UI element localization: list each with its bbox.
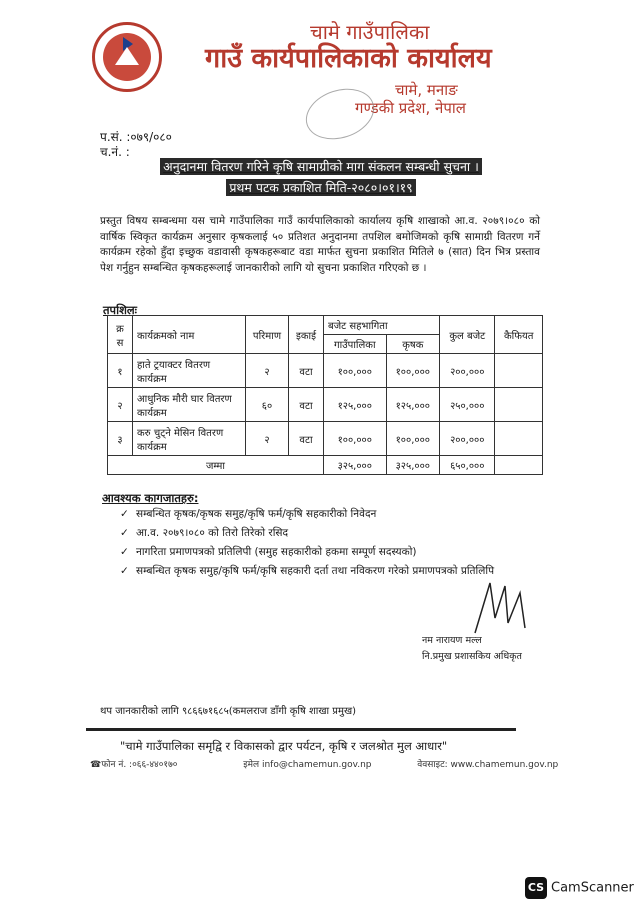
requirement-text: सम्बन्धित कृषक समुह/कृषि फर्म/कृषि सहकारी दर्ता तथा नविकरण गरेको प्रमाणपत्रको प्रतिलिपि	[136, 565, 495, 577]
row-total: २००,०००	[440, 354, 495, 388]
row-sn: १	[108, 354, 133, 388]
signatory-designation: नि.प्रमुख प्रशासकिय अधिकृत	[422, 651, 522, 662]
address-line: चामे, मनाङ	[395, 81, 458, 99]
camscanner-label: CamScanner	[551, 880, 634, 896]
total-farmer: ३२५,०००	[386, 456, 440, 475]
total-municipality: ३२५,०००	[324, 456, 387, 475]
row-total: २००,०००	[440, 422, 495, 456]
row-municipality: १२५,०००	[324, 388, 387, 422]
check-icon: ✓	[120, 527, 129, 539]
required-docs-title: आवश्यक कागजातहरु:	[102, 491, 199, 505]
municipality-emblem	[92, 22, 162, 92]
row-qty: २	[246, 354, 289, 388]
header-municipality: गाउँपालिका	[324, 335, 387, 354]
table-total-row	[108, 456, 543, 475]
check-icon: ✓	[120, 508, 129, 520]
requirement-text: नागरिता प्रमाणपत्रको प्रतिलिपी (समुह सहकारीको हकमा सम्पूर्ण सदस्यको)	[136, 546, 417, 558]
slogan: "चामे गाउँपालिका समृद्वि र विकासको द्वार पर्यटन, कृषि र जलश्रोत मुल आधार"	[120, 739, 448, 753]
row-remarks	[495, 422, 543, 456]
office-stamp	[299, 80, 380, 147]
table-row	[108, 388, 543, 422]
signature	[470, 578, 530, 638]
footer-phone: ☎फोन नं. :०६६-४४०१७०	[90, 760, 178, 770]
footer	[90, 757, 558, 770]
contact-info: थप जानकारीको लागि ९८६६७१६८५(कमलराज डाँगी कृषि शाखा प्रमुख)	[100, 706, 357, 717]
row-program: करु चुट्ने मेसिन वितरण कार्यक्रम	[133, 422, 246, 456]
list-item	[120, 545, 417, 559]
camscanner-icon: CS	[525, 877, 547, 899]
requirement-text: सम्बन्धित कृषक/कृषक समुह/कृषि फर्म/कृषि सहकारीको निवेदन	[136, 508, 377, 520]
row-total: २५०,०००	[440, 388, 495, 422]
list-item	[120, 507, 376, 521]
row-qty: २	[246, 422, 289, 456]
total-label: जम्मा	[108, 456, 324, 475]
row-remarks	[495, 354, 543, 388]
header-program: कार्यक्रमको नाम	[133, 316, 246, 354]
requirement-text: आ.व. २०७९।०८० को तिरो तिरेको रसिद	[136, 527, 289, 539]
list-item	[120, 564, 494, 578]
table-row	[108, 422, 543, 456]
row-unit: वटा	[289, 354, 324, 388]
header-unit: इकाई	[289, 316, 324, 354]
header-sn: क्र स	[108, 316, 133, 354]
row-sn: ३	[108, 422, 133, 456]
publish-date: प्रथम पटक प्रकाशित मिति-२०८०।०१।१९	[226, 179, 415, 196]
header-farmer: कृषक	[386, 335, 440, 354]
notice-subject	[140, 158, 502, 196]
check-icon: ✓	[120, 546, 129, 558]
row-unit: वटा	[289, 422, 324, 456]
row-program: आधुनिक मौरी घार वितरण कार्यक्रम	[133, 388, 246, 422]
row-qty: ६०	[246, 388, 289, 422]
details-label: तपशिलः	[103, 303, 138, 317]
signatory-name: नम नारायण मल्ल	[422, 635, 482, 646]
subject-title: अनुदानमा वितरण गरिने कृषि सामाग्रीको माग संकलन सम्बन्धी सुचना ।	[160, 158, 482, 175]
notice-body: प्रस्तुत विषय सम्बन्धमा यस चामे गाउँपालिका गाउँ कार्यपालिकाको कार्यालय कृषि शाखाको आ.व. २०७९।०८० को वार्षिक स्विकृत कार्यक्रम अनुसार कृषकलाई ५० प्रतिशत अनुदानमा तपशिल बमोजिमको कृषि सामाग्री वितरण गर्ने कार्यक्रम रहेको हुँदा इच्छुक वडावासी कृषकहरूबाट वडा मार्फत सुचना प्रकाशित मितिले ७ (सात) दिन भित्र प्रस्ताव पेश गर्नुहुन सम्बन्धित कृषकहरूलाई जानकारीको लागि यो सुचना प्रकाशित गरिएको छ ।	[100, 215, 540, 274]
row-municipality: १००,०००	[324, 354, 387, 388]
program-table	[107, 315, 543, 475]
footer-email: इमेल info@chamemun.gov.np	[243, 760, 372, 770]
row-municipality: १००,०००	[324, 422, 387, 456]
patra-sankhya: प.सं. :०७९/०८०	[100, 130, 172, 144]
list-item	[120, 526, 288, 540]
header-remarks: कैफियत	[495, 316, 543, 354]
row-program: हाते ट्रयाक्टर वितरण कार्यक्रम	[133, 354, 246, 388]
table-row	[108, 354, 543, 388]
row-farmer: १००,०००	[386, 354, 440, 388]
office-name: गाउँ कार्यपालिकाको कार्यालय	[205, 43, 492, 74]
header-budget-group: बजेट सहभागिता	[324, 316, 440, 335]
footer-divider	[86, 728, 516, 731]
row-farmer: १००,०००	[386, 422, 440, 456]
municipality-name: चामे गाउँपालिका	[310, 20, 430, 44]
total-remarks	[495, 456, 543, 475]
row-unit: वटा	[289, 388, 324, 422]
camscanner-watermark	[525, 877, 634, 899]
check-icon: ✓	[120, 565, 129, 577]
province-line: गण्डकी प्रदेश, नेपाल	[355, 99, 466, 117]
header-qty: परिमाण	[246, 316, 289, 354]
chalani-number: च.नं. :	[100, 145, 130, 159]
total-budget: ६५०,०००	[440, 456, 495, 475]
row-remarks	[495, 388, 543, 422]
row-farmer: १२५,०००	[386, 388, 440, 422]
footer-website: वेवसाइट: www.chamemun.gov.np	[417, 760, 559, 770]
header-total: कुल बजेट	[440, 316, 495, 354]
row-sn: २	[108, 388, 133, 422]
